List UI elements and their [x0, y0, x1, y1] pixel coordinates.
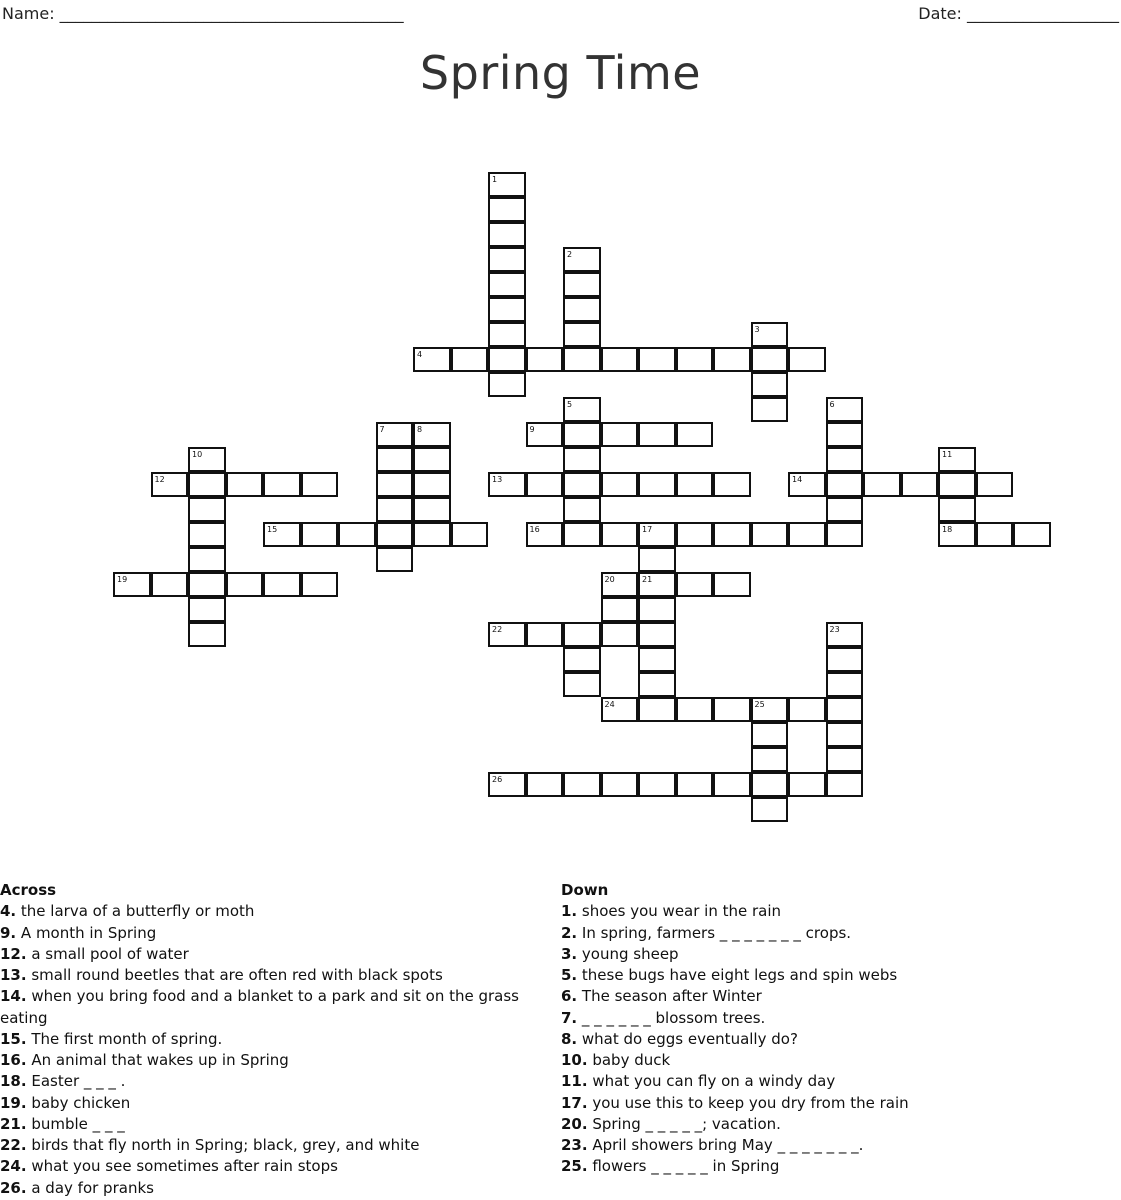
down-clues [561, 880, 1111, 1178]
cell-number: 16 [529, 525, 540, 534]
grid-cell[interactable] [263, 572, 301, 597]
grid-cell[interactable] [938, 447, 976, 472]
clue-number: 1. [561, 902, 578, 921]
grid-cell[interactable] [563, 247, 601, 272]
grid-cell[interactable] [563, 397, 601, 422]
grid-cell[interactable] [488, 472, 526, 497]
grid-cell[interactable] [826, 772, 864, 797]
grid-cell[interactable] [526, 772, 564, 797]
grid-cell[interactable] [788, 347, 826, 372]
grid-cell[interactable] [413, 472, 451, 497]
grid-cell[interactable] [638, 522, 676, 547]
cell-number: 6 [829, 400, 835, 409]
grid-cell[interactable] [526, 422, 564, 447]
clue-item [561, 1071, 1111, 1092]
grid-cell[interactable] [938, 472, 976, 497]
clue-item [561, 1093, 1111, 1114]
grid-cell[interactable] [751, 322, 789, 347]
grid-cell[interactable] [751, 772, 789, 797]
clue-number: 21. [0, 1114, 27, 1133]
grid-cell[interactable] [826, 747, 864, 772]
grid-cell[interactable] [751, 347, 789, 372]
clue-item [0, 1093, 540, 1114]
cell-number: 7 [379, 425, 385, 434]
cell-number: 24 [604, 700, 615, 709]
clue-text: In spring, farmers _ _ _ _ _ _ _ crops. [577, 923, 852, 942]
grid-cell[interactable] [826, 697, 864, 722]
grid-cell[interactable] [676, 347, 714, 372]
grid-cell[interactable] [826, 397, 864, 422]
clue-number: 3. [561, 944, 578, 963]
clue-text: baby chicken [26, 1093, 131, 1112]
grid-cell[interactable] [413, 522, 451, 547]
clue-text: when you bring food and a blanket to a park and sit on the grass eating [0, 987, 519, 1027]
clue-text: small round beetles that are often red with black spots [26, 966, 443, 984]
date-field-label: Date: ___________________ [918, 4, 1119, 23]
cell-number: 2 [567, 250, 573, 259]
grid-cell[interactable] [976, 522, 1014, 547]
grid-cell[interactable] [488, 772, 526, 797]
grid-cell[interactable] [563, 422, 601, 447]
grid-cell[interactable] [676, 697, 714, 722]
grid-cell[interactable] [188, 472, 226, 497]
page-title: Spring Time [419, 46, 702, 100]
clue-item [561, 1114, 1111, 1135]
cell-number: 18 [942, 525, 953, 534]
grid-cell[interactable] [526, 622, 564, 647]
clue-item [561, 1135, 1111, 1156]
cell-number: 5 [567, 400, 573, 409]
clue-number: 19. [0, 1093, 27, 1112]
clue-number: 6. [561, 987, 578, 1006]
grid-cell[interactable] [563, 672, 601, 697]
clue-number: 5. [561, 966, 578, 984]
grid-cell[interactable] [188, 522, 226, 547]
grid-cell[interactable] [638, 472, 676, 497]
cell-number: 22 [492, 625, 503, 634]
clue-text: what do eggs eventually do? [577, 1029, 798, 1048]
clue-item [0, 901, 540, 922]
cell-number: 15 [267, 525, 278, 534]
grid-cell[interactable] [376, 422, 414, 447]
cell-number: 4 [417, 350, 423, 359]
grid-cell[interactable] [863, 472, 901, 497]
grid-cell[interactable] [488, 372, 526, 397]
clue-number: 15. [0, 1029, 27, 1048]
grid-cell[interactable] [563, 272, 601, 297]
cell-number: 26 [492, 775, 503, 784]
across-clues [0, 880, 540, 1199]
grid-cell[interactable] [488, 622, 526, 647]
clue-text: these bugs have eight legs and spin webs [577, 966, 898, 984]
grid-cell[interactable] [188, 447, 226, 472]
grid-cell[interactable] [226, 572, 264, 597]
grid-cell[interactable] [751, 697, 789, 722]
clue-item [0, 923, 540, 944]
grid-cell[interactable] [638, 647, 676, 672]
grid-cell[interactable] [1013, 522, 1051, 547]
clue-item [0, 1178, 540, 1199]
clue-number: 12. [0, 944, 27, 963]
grid-cell[interactable] [563, 497, 601, 522]
clue-number: 4. [0, 902, 17, 921]
grid-cell[interactable] [563, 447, 601, 472]
grid-cell[interactable] [751, 722, 789, 747]
grid-cell[interactable] [488, 272, 526, 297]
grid-cell[interactable] [713, 572, 751, 597]
grid-cell[interactable] [488, 322, 526, 347]
grid-cell[interactable] [563, 622, 601, 647]
grid-cell[interactable] [563, 522, 601, 547]
cell-number: 3 [754, 325, 760, 334]
grid-cell[interactable] [263, 522, 301, 547]
grid-cell[interactable] [563, 772, 601, 797]
grid-cell[interactable] [563, 297, 601, 322]
grid-cell[interactable] [488, 247, 526, 272]
cell-number: 12 [154, 475, 165, 484]
grid-cell[interactable] [601, 622, 639, 647]
cell-number: 13 [492, 475, 503, 484]
grid-cell[interactable] [676, 572, 714, 597]
grid-cell[interactable] [751, 747, 789, 772]
clue-text: bumble _ _ _ [26, 1114, 125, 1133]
clue-item [561, 1050, 1111, 1071]
clue-text: birds that fly north in Spring; black, grey, and white [26, 1136, 420, 1154]
grid-cell[interactable] [451, 522, 489, 547]
cell-number: 9 [529, 425, 535, 434]
grid-cell[interactable] [563, 647, 601, 672]
grid-cell[interactable] [976, 472, 1014, 497]
clue-text: flowers _ _ _ _ _ in Spring [587, 1157, 780, 1176]
clue-item [561, 944, 1111, 965]
grid-cell[interactable] [938, 497, 976, 522]
grid-cell[interactable] [488, 222, 526, 247]
grid-cell[interactable] [676, 422, 714, 447]
grid-cell[interactable] [826, 472, 864, 497]
cell-number: 21 [642, 575, 653, 584]
clue-text: what you can fly on a windy day [587, 1072, 836, 1091]
clue-text: you use this to keep you dry from the rain [587, 1093, 909, 1112]
grid-cell[interactable] [601, 522, 639, 547]
clue-text: The season after Winter [577, 987, 762, 1006]
grid-cell[interactable] [188, 572, 226, 597]
clue-item [561, 1008, 1111, 1029]
grid-cell[interactable] [713, 697, 751, 722]
cell-number: 8 [417, 425, 423, 434]
grid-cell[interactable] [826, 622, 864, 647]
grid-cell[interactable] [188, 547, 226, 572]
grid-cell[interactable] [788, 772, 826, 797]
cell-number: 1 [492, 175, 498, 184]
grid-cell[interactable] [601, 422, 639, 447]
clue-item [561, 901, 1111, 922]
grid-cell[interactable] [713, 772, 751, 797]
grid-cell[interactable] [488, 172, 526, 197]
clue-text: April showers bring May _ _ _ _ _ _ _. [587, 1136, 864, 1154]
cell-number: 23 [829, 625, 840, 634]
grid-cell[interactable] [676, 472, 714, 497]
clue-text: The first month of spring. [26, 1029, 223, 1048]
clue-number: 17. [561, 1093, 588, 1112]
clue-item [561, 1156, 1111, 1177]
clue-item [0, 1071, 540, 1092]
grid-cell[interactable] [488, 347, 526, 372]
grid-cell[interactable] [713, 522, 751, 547]
clue-item [0, 1156, 540, 1177]
across-heading: Across [0, 881, 57, 899]
clue-text: what you see sometimes after rain stops [26, 1157, 338, 1176]
grid-cell[interactable] [188, 497, 226, 522]
name-field-label: Name: ___________________________________________ [2, 4, 404, 23]
grid-cell[interactable] [526, 347, 564, 372]
grid-cell[interactable] [413, 422, 451, 447]
grid-cell[interactable] [713, 347, 751, 372]
grid-cell[interactable] [601, 697, 639, 722]
clue-text: baby duck [587, 1051, 671, 1069]
clue-number: 22. [0, 1136, 27, 1154]
grid-cell[interactable] [638, 422, 676, 447]
grid-cell[interactable] [526, 472, 564, 497]
clue-number: 23. [561, 1136, 588, 1154]
grid-cell[interactable] [826, 497, 864, 522]
clue-number: 11. [561, 1072, 588, 1091]
grid-cell[interactable] [676, 522, 714, 547]
grid-cell[interactable] [451, 347, 489, 372]
cell-number: 25 [754, 700, 765, 709]
grid-cell[interactable] [563, 322, 601, 347]
grid-cell[interactable] [638, 597, 676, 622]
cell-number: 14 [792, 475, 803, 484]
clue-item [0, 986, 540, 1029]
grid-cell[interactable] [263, 472, 301, 497]
clue-number: 7. [561, 1008, 578, 1027]
grid-cell[interactable] [638, 547, 676, 572]
grid-cell[interactable] [413, 447, 451, 472]
grid-cell[interactable] [376, 472, 414, 497]
clue-item [561, 965, 1111, 986]
clue-text: _ _ _ _ _ _ blossom trees. [577, 1008, 766, 1027]
grid-cell[interactable] [638, 572, 676, 597]
grid-cell[interactable] [638, 622, 676, 647]
grid-cell[interactable] [301, 572, 339, 597]
grid-cell[interactable] [113, 572, 151, 597]
grid-cell[interactable] [601, 472, 639, 497]
clue-item [0, 965, 540, 986]
clue-number: 9. [0, 923, 17, 942]
clue-number: 8. [561, 1029, 578, 1048]
clue-text: A month in Spring [16, 923, 157, 942]
grid-cell[interactable] [826, 447, 864, 472]
clue-number: 18. [0, 1072, 27, 1091]
grid-cell[interactable] [638, 772, 676, 797]
clue-number: 26. [0, 1178, 27, 1197]
grid-cell[interactable] [638, 347, 676, 372]
clue-text: shoes you wear in the rain [577, 902, 782, 921]
grid-cell[interactable] [413, 497, 451, 522]
grid-cell[interactable] [601, 772, 639, 797]
clue-number: 13. [0, 966, 27, 984]
clue-number: 2. [561, 923, 578, 942]
clue-number: 16. [0, 1051, 27, 1069]
grid-cell[interactable] [376, 547, 414, 572]
grid-cell[interactable] [751, 397, 789, 422]
grid-cell[interactable] [788, 472, 826, 497]
grid-cell[interactable] [301, 522, 339, 547]
cell-number: 10 [192, 450, 203, 459]
grid-cell[interactable] [901, 472, 939, 497]
cell-number: 17 [642, 525, 653, 534]
grid-cell[interactable] [376, 522, 414, 547]
clue-text: Spring _ _ _ _ _; vacation. [587, 1114, 781, 1133]
grid-cell[interactable] [826, 672, 864, 697]
grid-cell[interactable] [676, 772, 714, 797]
grid-cell[interactable] [788, 697, 826, 722]
grid-cell[interactable] [751, 797, 789, 822]
grid-cell[interactable] [563, 347, 601, 372]
clue-number: 24. [0, 1157, 27, 1176]
clue-item [561, 1029, 1111, 1050]
clue-text: a small pool of water [26, 944, 189, 963]
clue-number: 20. [561, 1114, 588, 1133]
grid-cell[interactable] [151, 472, 189, 497]
grid-cell[interactable] [751, 522, 789, 547]
grid-cell[interactable] [826, 422, 864, 447]
cell-number: 19 [117, 575, 128, 584]
clue-text: a day for pranks [26, 1178, 154, 1197]
grid-cell[interactable] [638, 697, 676, 722]
clue-text: young sheep [577, 944, 679, 963]
grid-cell[interactable] [826, 647, 864, 672]
grid-cell[interactable] [526, 522, 564, 547]
clue-item [561, 923, 1111, 944]
clue-text: Easter _ _ _ . [26, 1072, 126, 1091]
grid-cell[interactable] [188, 622, 226, 647]
grid-cell[interactable] [563, 472, 601, 497]
grid-cell[interactable] [938, 522, 976, 547]
clue-item [0, 1050, 540, 1071]
grid-cell[interactable] [301, 472, 339, 497]
clue-text: An animal that wakes up in Spring [26, 1051, 289, 1069]
cell-number: 20 [604, 575, 615, 584]
grid-cell[interactable] [413, 347, 451, 372]
clue-number: 14. [0, 987, 27, 1006]
clue-number: 25. [561, 1157, 588, 1176]
grid-cell[interactable] [376, 447, 414, 472]
clue-item [0, 1135, 540, 1156]
clue-item [0, 1029, 540, 1050]
down-heading: Down [561, 881, 609, 899]
grid-cell[interactable] [151, 572, 189, 597]
cell-number: 11 [942, 450, 953, 459]
grid-cell[interactable] [638, 672, 676, 697]
grid-cell[interactable] [338, 522, 376, 547]
grid-cell[interactable] [376, 497, 414, 522]
grid-cell[interactable] [713, 472, 751, 497]
grid-cell[interactable] [601, 572, 639, 597]
clue-item [0, 944, 540, 965]
grid-cell[interactable] [601, 597, 639, 622]
grid-cell[interactable] [188, 597, 226, 622]
clue-item [561, 986, 1111, 1007]
grid-cell[interactable] [226, 472, 264, 497]
clue-text: the larva of a butterfly or moth [16, 902, 255, 921]
grid-cell[interactable] [751, 372, 789, 397]
grid-cell[interactable] [601, 347, 639, 372]
clue-item [0, 1114, 540, 1135]
grid-cell[interactable] [488, 197, 526, 222]
clue-number: 10. [561, 1051, 588, 1069]
grid-cell[interactable] [826, 522, 864, 547]
grid-cell[interactable] [826, 722, 864, 747]
grid-cell[interactable] [788, 522, 826, 547]
grid-cell[interactable] [488, 297, 526, 322]
